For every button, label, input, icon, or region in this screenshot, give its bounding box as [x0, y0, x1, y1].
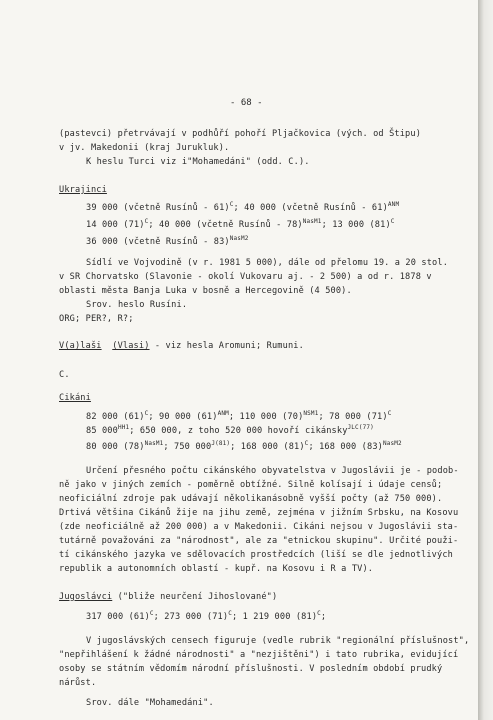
text-line: ně jako v jiných zemích - poměrně obtížné. Silně kolísají i údaje censů;	[59, 480, 443, 490]
text-line: nárůst.	[59, 678, 97, 688]
census-figures	[86, 220, 395, 230]
text-line: (zde neoficiálně až 200 000) a v Makedonii. Cikáni nejsou v Jugoslávii sta-	[59, 522, 459, 532]
entry-heading-ukrajinci: Ukrajinci	[59, 185, 107, 195]
census-figures	[86, 426, 374, 436]
census-value: 85 000	[86, 426, 118, 436]
census-value: ; 40 000 (včetně Rusínů - 78)	[148, 220, 303, 230]
text-line: tutárně považováni za "národnost", ale za "etnickou skupinu". Určité použi-	[59, 536, 459, 546]
page-edge-shadow	[478, 0, 493, 720]
census-figures	[86, 612, 326, 622]
entry-jugoslavci	[59, 592, 277, 602]
source-code: C	[228, 610, 232, 617]
source-code: NasM1	[302, 218, 322, 225]
census-value: 317 000 (61)	[86, 612, 150, 622]
census-value: 82 000 (61)	[86, 412, 145, 422]
source-code: C	[317, 610, 321, 617]
census-value: ; 90 000 (61)	[148, 412, 218, 422]
entry-heading-vlasi-alt: (Vlasi)	[112, 341, 150, 351]
census-value: ; 650 000, z toho 520 000 hovoří cikánsky	[129, 426, 348, 436]
source-code: C	[304, 440, 309, 447]
cross-reference: - viz hesla Aromuni; Rumuni.	[149, 341, 304, 351]
entry-vlasi	[59, 341, 304, 351]
text-line: Sídlí ve Vojvodině (v r. 1981 5 000), dále od přelomu 19. a 20 stol.	[86, 258, 449, 268]
text-line: republik a autonomních oblastí - kupř. na Kosovu i R a TV).	[59, 564, 374, 574]
census-figures	[86, 442, 402, 452]
source-code: JLC(77)	[347, 424, 374, 431]
text-line: Drtivá většina Cikánů žije na jihu země, zejména v jižním Srbsku, na Kosovu	[59, 508, 459, 518]
census-figures	[86, 203, 399, 213]
census-value: ; 110 000 (70)	[228, 412, 304, 422]
text-line: tí cikánského jazyka ve sdělovacích prostředcích (liší se dle jednotlivých	[59, 550, 453, 560]
census-value: ; 13 000 (81)	[321, 220, 391, 230]
text-line: (pastevci) přetrvávají v podhůří pohoří Pljačkovica (vých. od Štipu)	[59, 129, 422, 139]
source-code: HH1	[117, 424, 130, 431]
text-line: osoby se státním vědomím národní příslušnosti. V posledním období prudký	[59, 664, 443, 674]
text-line: v SR Chorvatsko (Slavonie - okolí Vukovaru aj. - 2 500) a od r. 1878 v	[59, 272, 432, 282]
source-code: NasM2	[382, 440, 402, 447]
page-number: - 68 -	[230, 98, 263, 108]
census-value: ; 168 000 (83)	[308, 442, 383, 452]
census-figures	[86, 237, 249, 247]
census-value: 39 000 (včetně Rusínů - 61)	[86, 203, 230, 213]
source-code: C	[229, 201, 234, 208]
census-value: ; 1 219 000 (81)	[231, 612, 318, 622]
census-value: ; 40 000 (včetně Rusínů - 61)	[233, 203, 388, 213]
source-code: J(81)	[211, 440, 231, 447]
source-codes: ORG; PER?, R?;	[59, 314, 134, 324]
source-code: C	[390, 218, 395, 225]
census-value: 80 000 (78)	[86, 442, 145, 452]
census-value: ; 750 000	[163, 442, 212, 452]
text-line: K heslu Turci viz i"Mohamedáni" (odd. C.).	[86, 157, 310, 167]
source-code: NasM1	[144, 440, 164, 447]
source-code: ANM	[387, 201, 400, 208]
text-line: oblasti města Banja Luka v bosně a Hercegovině (4 500).	[59, 286, 352, 296]
text-line: "nepřihlášení k žádné národnosti" a "nezjištěni") i tato rubrika, evidující	[59, 650, 459, 660]
text-line: V jugoslávských censech figuruje (vedle rubrik "regionální příslušnost",	[86, 636, 470, 646]
section-letter: C.	[59, 370, 70, 380]
cross-reference: Srov. heslo Rusíni.	[86, 300, 188, 310]
cross-reference: Srov. dále "Mohamedáni".	[86, 698, 214, 708]
source-code: C	[144, 410, 149, 417]
census-figures	[86, 412, 391, 422]
source-code: C	[144, 218, 149, 225]
source-code: C	[387, 410, 392, 417]
entry-note: ("bliže neurčení Jihoslované")	[112, 592, 278, 602]
source-code: C	[149, 610, 154, 617]
entry-heading-vlasi: V(a)laši	[59, 341, 102, 351]
source-code: NasM2	[229, 235, 249, 242]
census-value: ;	[320, 612, 327, 622]
census-value: ; 168 000 (81)	[230, 442, 305, 452]
census-value: ; 273 000 (71)	[153, 612, 229, 622]
text-line: neoficiální zdroje pak udávají několikanásobně vyšší počty (až 750 000).	[59, 494, 443, 504]
source-code: ANM	[217, 410, 229, 417]
text-line: Určení přesného počtu cikánského obyvatelstva v Jugoslávii je - podob-	[86, 466, 459, 476]
source-code: NSM1	[303, 410, 319, 417]
census-value: ; 78 000 (71)	[318, 412, 388, 422]
entry-heading-jugoslavci: Jugoslávci	[59, 592, 113, 602]
entry-heading-cikani: Cikáni	[59, 393, 91, 403]
text-line: v jv. Makedonii (kraj Jurukluk).	[59, 143, 230, 153]
census-value: 14 000 (71)	[86, 220, 145, 230]
census-value: 36 000 (včetně Rusínů - 83)	[86, 237, 230, 247]
